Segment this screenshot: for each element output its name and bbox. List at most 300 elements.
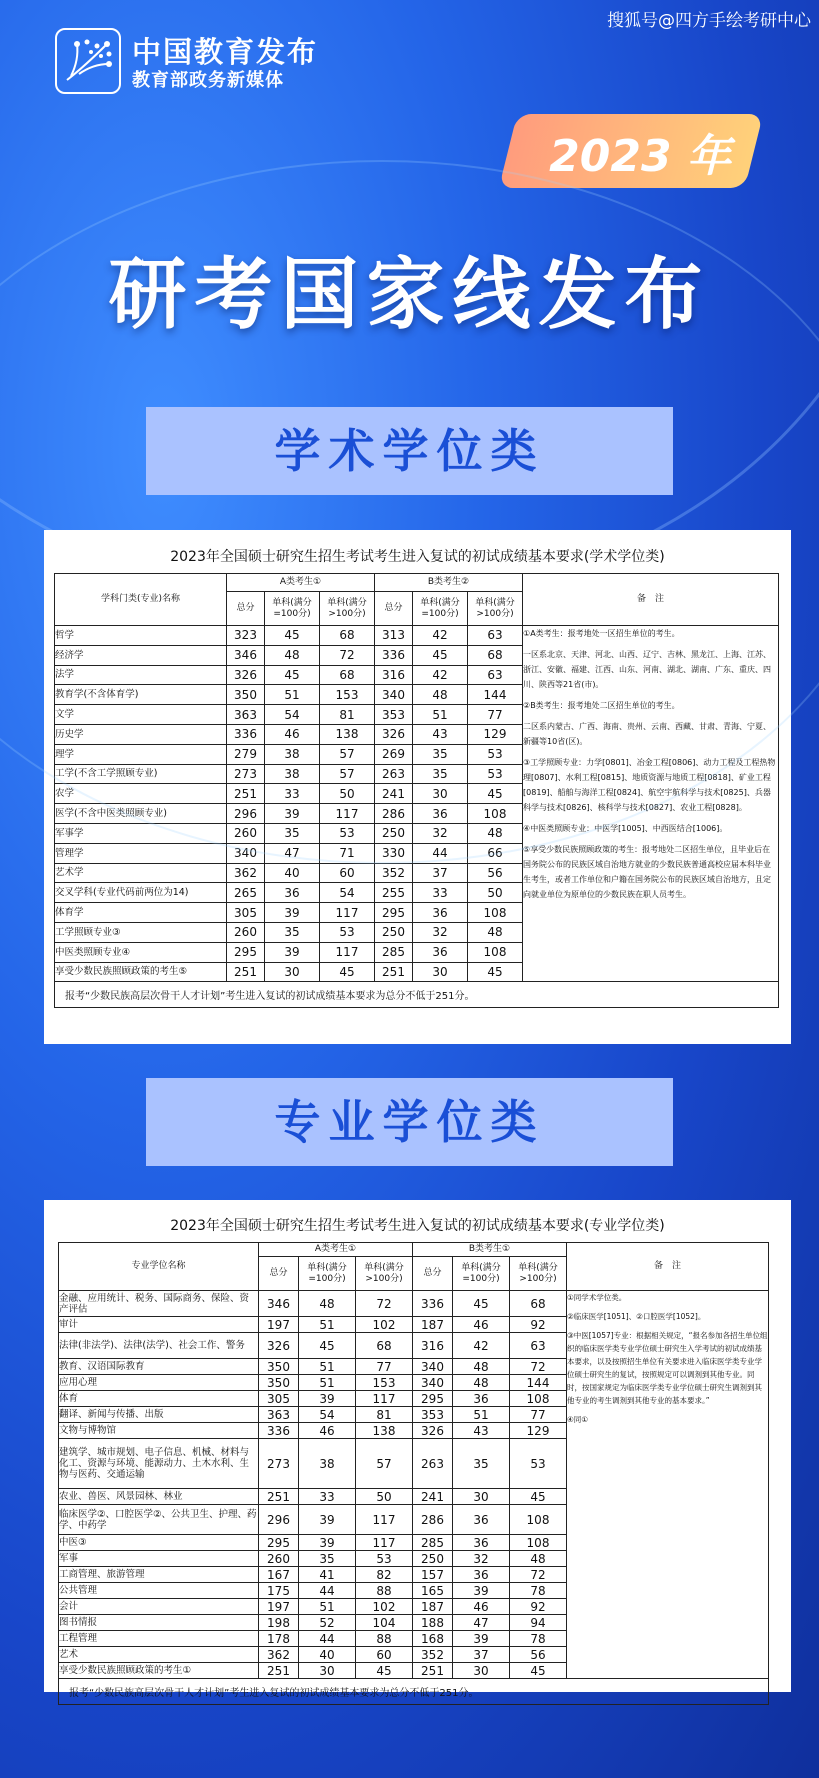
row-name: 应用心理	[59, 1375, 259, 1391]
score-a-single-100: 44	[299, 1583, 356, 1599]
score-a-single-over100: 138	[356, 1423, 413, 1439]
score-b-total: 316	[413, 1333, 453, 1359]
section-label-professional: 专业学位类	[146, 1078, 673, 1166]
score-b-single-100: 46	[453, 1317, 510, 1333]
score-a-total: 296	[227, 804, 265, 824]
score-b-single-100: 30	[413, 784, 468, 804]
score-a-single-100: 41	[299, 1567, 356, 1583]
row-name: 工学(不含工学照顾专业)	[55, 764, 227, 784]
score-a-total: 296	[259, 1505, 299, 1535]
row-name: 军事	[59, 1551, 259, 1567]
professional-table-sheet	[44, 1200, 791, 1699]
source-watermark: 搜狐号@四方手绘考研中心	[607, 11, 811, 31]
row-name: 临床医学②、口腔医学②、公共卫生、护理、药学、中药学	[59, 1505, 259, 1535]
row-name: 军事学	[55, 823, 227, 843]
score-a-single-100: 51	[265, 685, 320, 705]
professional-caption: 2023年全国硕士研究生招生考试考生进入复试的初试成绩基本要求(专业学位类)	[170, 1218, 665, 1234]
score-b-single-100: 35	[413, 764, 468, 784]
footnote-row	[55, 982, 779, 1008]
score-b-single-100: 45	[413, 645, 468, 665]
score-a-single-over100: 57	[320, 744, 375, 764]
table-row	[55, 744, 779, 764]
score-a-single-over100: 153	[320, 685, 375, 705]
score-b-single-100: 36	[453, 1505, 510, 1535]
logo-name: 中国教育发布	[132, 35, 319, 69]
remark-note: 二区系内蒙古、广西、海南、贵州、云南、西藏、甘肃、青海、宁夏、新疆等10省(区)。	[523, 722, 772, 746]
score-a-single-100: 39	[299, 1505, 356, 1535]
score-a-single-over100: 60	[320, 863, 375, 883]
row-name: 文学	[55, 705, 227, 725]
score-b-total: 157	[413, 1567, 453, 1583]
score-b-single-over100: 45	[468, 784, 523, 804]
score-b-single-100: 30	[453, 1663, 510, 1679]
row-name: 艺术学	[55, 863, 227, 883]
row-name: 经济学	[55, 645, 227, 665]
row-name: 医学(不含中医类照顾专业)	[55, 804, 227, 824]
score-a-total: 279	[227, 744, 265, 764]
score-b-single-over100: 129	[468, 724, 523, 744]
column-header-name: 专业学位名称	[59, 1243, 259, 1291]
column-header-total: 总分	[259, 1257, 299, 1291]
score-b-total: 263	[375, 764, 413, 784]
score-b-single-over100: 129	[510, 1423, 567, 1439]
score-a-single-over100: 53	[320, 823, 375, 843]
score-a-single-over100: 71	[320, 843, 375, 863]
remark-note: ②B类考生：报考地处二区招生单位的考生。	[523, 701, 680, 710]
score-b-total: 330	[375, 843, 413, 863]
score-a-single-100: 48	[265, 645, 320, 665]
score-a-single-over100: 81	[320, 705, 375, 725]
score-b-total: 353	[375, 705, 413, 725]
table-row	[55, 705, 779, 725]
remark-note: ③中医[1057]专业：根据相关规定，“报名参加各招生单位组织的临床医学类专业学位硕士研究生入学考试的初试成绩基本要求，以及按照招生单位有关要求进入临床医学类专业学位硕士研究生的复试，按照规定可以调剂到其他专业。同时，按国家规定为临床医学类专业学位硕士研究生调剂到其他专业的考生调剂到其他专业的基本要求。”	[567, 1331, 768, 1405]
score-a-total: 326	[227, 665, 265, 685]
row-name: 公共管理	[59, 1583, 259, 1599]
score-b-single-over100: 66	[468, 843, 523, 863]
score-b-total: 352	[413, 1647, 453, 1663]
table-row	[59, 1291, 769, 1317]
score-a-single-over100: 45	[320, 962, 375, 982]
score-b-single-over100: 68	[510, 1291, 567, 1317]
remark-note: ⑤享受少数民族照顾政策的考生：报考地处二区招生单位，且毕业后在国务院公布的民族区域自治地方就业的少数民族普通高校应届本科毕业生考生，或者工作单位和户籍在国务院公布的民族区域自治地方，且定向就业单位为原单位的少数民族在职人员考生。	[523, 845, 772, 899]
score-a-single-100: 38	[265, 764, 320, 784]
score-b-total: 165	[413, 1583, 453, 1599]
table-row	[55, 764, 779, 784]
score-b-single-100: 42	[413, 626, 468, 646]
score-a-total: 305	[227, 903, 265, 923]
score-b-total: 340	[413, 1375, 453, 1391]
score-a-single-100: 54	[265, 705, 320, 725]
score-b-total: 188	[413, 1615, 453, 1631]
remarks-cell	[523, 626, 779, 982]
score-a-single-100: 33	[265, 784, 320, 804]
score-a-single-over100: 117	[320, 942, 375, 962]
score-b-single-100: 39	[453, 1631, 510, 1647]
score-b-total: 168	[413, 1631, 453, 1647]
professional-score-table	[58, 1242, 769, 1705]
score-b-single-over100: 78	[510, 1583, 567, 1599]
score-a-total: 326	[259, 1333, 299, 1359]
score-a-single-100: 52	[299, 1615, 356, 1631]
score-a-single-100: 51	[299, 1317, 356, 1333]
score-b-single-100: 35	[413, 744, 468, 764]
score-b-single-over100: 50	[468, 883, 523, 903]
score-a-total: 350	[259, 1359, 299, 1375]
score-b-single-over100: 45	[510, 1663, 567, 1679]
score-a-single-100: 54	[299, 1407, 356, 1423]
score-a-total: 362	[259, 1647, 299, 1663]
score-a-total: 251	[259, 1663, 299, 1679]
row-name: 交叉学科(专业代码前两位为14)	[55, 883, 227, 903]
score-b-single-over100: 108	[510, 1505, 567, 1535]
row-name: 金融、应用统计、税务、国际商务、保险、资产评估	[59, 1291, 259, 1317]
score-a-single-100: 38	[265, 744, 320, 764]
column-header-single-over100: 单科(满分>100分)	[468, 592, 523, 626]
score-b-single-over100: 56	[468, 863, 523, 883]
score-a-single-over100: 82	[356, 1567, 413, 1583]
score-a-single-over100: 153	[356, 1375, 413, 1391]
row-name: 教育、汉语国际教育	[59, 1359, 259, 1375]
score-b-single-over100: 108	[468, 942, 523, 962]
score-b-total: 250	[413, 1551, 453, 1567]
column-header-remarks: 备 注	[567, 1243, 769, 1291]
score-a-total: 336	[259, 1423, 299, 1439]
page-title: 研考国家线发布	[108, 250, 711, 340]
score-a-single-over100: 102	[356, 1317, 413, 1333]
score-a-total: 167	[259, 1567, 299, 1583]
column-header-single-over100: 单科(满分>100分)	[510, 1257, 567, 1291]
score-a-single-over100: 77	[356, 1359, 413, 1375]
score-a-single-over100: 68	[320, 665, 375, 685]
score-a-total: 305	[259, 1391, 299, 1407]
score-a-total: 178	[259, 1631, 299, 1647]
score-a-total: 251	[259, 1489, 299, 1505]
column-group-a: A类考生①	[259, 1243, 413, 1257]
row-name: 建筑学、城市规划、电子信息、机械、材料与化工、资源与环境、能源动力、土木水利、生物与医药、交通运输	[59, 1439, 259, 1489]
score-b-single-over100: 63	[510, 1333, 567, 1359]
remark-note: ④中医类照顾专业：中医学[1005]、中西医结合[1006]。	[523, 824, 728, 833]
score-a-single-over100: 50	[356, 1489, 413, 1505]
score-a-single-over100: 72	[356, 1291, 413, 1317]
score-a-single-100: 36	[265, 883, 320, 903]
remarks-cell	[567, 1291, 769, 1679]
score-a-single-over100: 117	[320, 804, 375, 824]
score-b-total: 295	[375, 903, 413, 923]
score-b-single-over100: 77	[468, 705, 523, 725]
row-name: 教育学(不含体育学)	[55, 685, 227, 705]
column-header-total: 总分	[375, 592, 413, 626]
score-a-single-over100: 81	[356, 1407, 413, 1423]
score-a-single-over100: 138	[320, 724, 375, 744]
section-label-academic: 学术学位类	[146, 407, 673, 495]
academic-table-sheet	[44, 530, 791, 1044]
score-a-single-100: 45	[265, 665, 320, 685]
score-a-total: 197	[259, 1317, 299, 1333]
score-a-single-100: 44	[299, 1631, 356, 1647]
row-name: 体育	[59, 1391, 259, 1407]
score-a-total: 336	[227, 724, 265, 744]
score-a-single-over100: 60	[356, 1647, 413, 1663]
remark-note: ①A类考生：报考地处一区招生单位的考生。	[523, 629, 680, 638]
score-b-single-over100: 92	[510, 1599, 567, 1615]
column-group-a: A类考生①	[227, 574, 375, 592]
score-b-total: 340	[375, 685, 413, 705]
score-a-total: 260	[227, 823, 265, 843]
score-b-single-over100: 68	[468, 645, 523, 665]
score-b-total: 285	[413, 1535, 453, 1551]
table-row	[55, 724, 779, 744]
education-emblem-icon	[55, 28, 121, 94]
row-name: 工商管理、旅游管理	[59, 1567, 259, 1583]
score-b-total: 313	[375, 626, 413, 646]
score-a-single-100: 35	[265, 823, 320, 843]
score-a-single-100: 45	[299, 1333, 356, 1359]
score-b-single-100: 32	[453, 1551, 510, 1567]
score-a-single-over100: 53	[356, 1551, 413, 1567]
score-b-single-100: 36	[413, 942, 468, 962]
score-a-total: 265	[227, 883, 265, 903]
score-a-total: 251	[227, 784, 265, 804]
score-b-total: 295	[413, 1391, 453, 1407]
column-header-name: 学科门类(专业)名称	[55, 574, 227, 626]
score-a-total: 175	[259, 1583, 299, 1599]
table-row	[55, 645, 779, 665]
column-group-b: B类考生①	[413, 1243, 567, 1257]
score-b-total: 316	[375, 665, 413, 685]
score-a-total: 362	[227, 863, 265, 883]
score-b-total: 352	[375, 863, 413, 883]
score-b-single-100: 47	[453, 1615, 510, 1631]
score-a-total: 350	[259, 1375, 299, 1391]
score-b-single-over100: 56	[510, 1647, 567, 1663]
score-b-single-100: 44	[413, 843, 468, 863]
score-b-single-over100: 48	[468, 922, 523, 942]
table-row	[55, 685, 779, 705]
footnote: 报考“少数民族高层次骨干人才计划”考生进入复试的初试成绩基本要求为总分不低于251分。	[59, 1679, 769, 1705]
score-b-total: 285	[375, 942, 413, 962]
row-name: 管理学	[55, 843, 227, 863]
score-b-single-over100: 53	[510, 1439, 567, 1489]
score-b-single-100: 43	[453, 1423, 510, 1439]
row-name: 法律(非法学)、法律(法学)、社会工作、警务	[59, 1333, 259, 1359]
row-name: 农业、兽医、风景园林、林业	[59, 1489, 259, 1505]
column-header-single-100: 单科(满分=100分)	[413, 592, 468, 626]
footnote-row	[59, 1679, 769, 1705]
table-row	[55, 626, 779, 646]
score-a-single-100: 38	[299, 1439, 356, 1489]
score-b-total: 263	[413, 1439, 453, 1489]
year-text: 2023 年	[549, 131, 731, 182]
row-name: 中医③	[59, 1535, 259, 1551]
academic-caption: 2023年全国硕士研究生招生考试考生进入复试的初试成绩基本要求(学术学位类)	[170, 549, 665, 565]
score-a-single-100: 39	[265, 942, 320, 962]
score-b-single-100: 36	[453, 1535, 510, 1551]
score-a-total: 295	[227, 942, 265, 962]
score-a-single-100: 39	[265, 903, 320, 923]
score-b-single-over100: 144	[510, 1375, 567, 1391]
row-name: 工学照顾专业③	[55, 922, 227, 942]
score-a-single-100: 39	[265, 804, 320, 824]
score-a-single-over100: 72	[320, 645, 375, 665]
score-b-single-100: 30	[413, 962, 468, 982]
score-a-single-over100: 57	[356, 1439, 413, 1489]
score-a-single-100: 30	[265, 962, 320, 982]
score-b-single-100: 46	[453, 1599, 510, 1615]
row-name: 文物与博物馆	[59, 1423, 259, 1439]
score-b-single-100: 36	[453, 1391, 510, 1407]
row-name: 艺术	[59, 1647, 259, 1663]
score-b-single-over100: 72	[510, 1567, 567, 1583]
score-a-total: 363	[259, 1407, 299, 1423]
score-b-single-100: 37	[453, 1647, 510, 1663]
score-a-single-over100: 54	[320, 883, 375, 903]
score-b-total: 250	[375, 922, 413, 942]
row-name: 工程管理	[59, 1631, 259, 1647]
score-a-single-100: 30	[299, 1663, 356, 1679]
score-a-single-100: 35	[265, 922, 320, 942]
row-name: 体育学	[55, 903, 227, 923]
column-header-single-over100: 单科(满分>100分)	[320, 592, 375, 626]
academic-score-table	[54, 573, 779, 1008]
score-b-total: 340	[413, 1359, 453, 1375]
row-name: 哲学	[55, 626, 227, 646]
score-b-total: 250	[375, 823, 413, 843]
remark-note: 一区系北京、天津、河北、山西、辽宁、吉林、黑龙江、上海、江苏、浙江、安徽、福建、江西、山东、河南、湖北、湖南、广东、重庆、四川、陕西等21省(市)。	[523, 650, 772, 689]
score-b-single-over100: 92	[510, 1317, 567, 1333]
score-b-total: 241	[413, 1489, 453, 1505]
score-a-single-over100: 68	[356, 1333, 413, 1359]
score-a-single-over100: 68	[320, 626, 375, 646]
table-row	[55, 665, 779, 685]
row-name: 享受少数民族照顾政策的考生①	[59, 1663, 259, 1679]
remark-note: ④同①	[567, 1415, 588, 1424]
score-a-single-over100: 57	[320, 764, 375, 784]
score-b-total: 251	[375, 962, 413, 982]
row-name: 会计	[59, 1599, 259, 1615]
score-b-single-over100: 72	[510, 1359, 567, 1375]
row-name: 审计	[59, 1317, 259, 1333]
score-a-single-over100: 45	[356, 1663, 413, 1679]
remark-note: ②临床医学[1051]、②口腔医学[1052]。	[567, 1312, 706, 1321]
column-group-b: B类考生②	[375, 574, 523, 592]
column-header-single-100: 单科(满分=100分)	[453, 1257, 510, 1291]
score-a-single-100: 39	[299, 1391, 356, 1407]
score-b-single-over100: 53	[468, 744, 523, 764]
score-a-single-over100: 117	[320, 903, 375, 923]
score-a-total: 273	[259, 1439, 299, 1489]
score-b-total: 326	[375, 724, 413, 744]
score-b-single-over100: 63	[468, 665, 523, 685]
score-a-single-100: 51	[299, 1375, 356, 1391]
professional-table-body	[59, 1291, 769, 1705]
score-b-single-100: 39	[453, 1583, 510, 1599]
score-a-single-100: 40	[299, 1647, 356, 1663]
score-a-total: 340	[227, 843, 265, 863]
score-a-total: 346	[227, 645, 265, 665]
score-b-single-100: 30	[453, 1489, 510, 1505]
score-b-single-100: 33	[413, 883, 468, 903]
score-a-single-over100: 117	[356, 1391, 413, 1407]
score-b-total: 353	[413, 1407, 453, 1423]
column-header-single-over100: 单科(满分>100分)	[356, 1257, 413, 1291]
score-b-single-100: 45	[453, 1291, 510, 1317]
score-b-single-over100: 53	[468, 764, 523, 784]
row-name: 农学	[55, 784, 227, 804]
row-name: 翻译、新闻与传播、出版	[59, 1407, 259, 1423]
score-a-single-100: 40	[265, 863, 320, 883]
score-a-total: 323	[227, 626, 265, 646]
score-b-single-100: 36	[453, 1567, 510, 1583]
score-a-single-over100: 104	[356, 1615, 413, 1631]
score-a-single-over100: 88	[356, 1583, 413, 1599]
score-a-total: 273	[227, 764, 265, 784]
score-b-single-100: 51	[453, 1407, 510, 1423]
column-header-total: 总分	[227, 592, 265, 626]
score-a-total: 295	[259, 1535, 299, 1551]
score-a-total: 251	[227, 962, 265, 982]
score-b-single-100: 42	[413, 665, 468, 685]
remark-note: ①同学术学位类。	[567, 1293, 627, 1302]
score-a-total: 197	[259, 1599, 299, 1615]
score-a-single-100: 39	[299, 1535, 356, 1551]
score-a-single-100: 47	[265, 843, 320, 863]
score-b-total: 269	[375, 744, 413, 764]
row-name: 理学	[55, 744, 227, 764]
score-b-single-over100: 94	[510, 1615, 567, 1631]
column-header-total: 总分	[413, 1257, 453, 1291]
score-a-single-100: 35	[299, 1551, 356, 1567]
row-name: 法学	[55, 665, 227, 685]
score-a-total: 198	[259, 1615, 299, 1631]
score-b-single-over100: 108	[468, 903, 523, 923]
score-a-single-100: 51	[299, 1359, 356, 1375]
score-b-single-100: 35	[453, 1439, 510, 1489]
score-b-single-over100: 45	[468, 962, 523, 982]
row-name: 中医类照顾专业④	[55, 942, 227, 962]
score-b-total: 241	[375, 784, 413, 804]
score-b-total: 286	[375, 804, 413, 824]
score-a-single-over100: 88	[356, 1631, 413, 1647]
score-a-total: 260	[259, 1551, 299, 1567]
score-b-single-over100: 77	[510, 1407, 567, 1423]
score-b-total: 251	[413, 1663, 453, 1679]
score-a-single-100: 51	[299, 1599, 356, 1615]
logo-subtitle: 教育部政务新媒体	[132, 70, 284, 91]
score-a-single-100: 48	[299, 1291, 356, 1317]
score-b-single-over100: 108	[510, 1391, 567, 1407]
score-a-single-100: 46	[299, 1423, 356, 1439]
score-b-single-100: 51	[413, 705, 468, 725]
score-b-single-100: 32	[413, 823, 468, 843]
score-b-single-over100: 78	[510, 1631, 567, 1647]
score-a-single-over100: 102	[356, 1599, 413, 1615]
score-b-total: 255	[375, 883, 413, 903]
score-b-total: 326	[413, 1423, 453, 1439]
column-header-single-100: 单科(满分=100分)	[265, 592, 320, 626]
score-b-total: 187	[413, 1599, 453, 1615]
score-a-single-over100: 117	[356, 1505, 413, 1535]
score-b-single-100: 32	[413, 922, 468, 942]
column-header-remarks: 备 注	[523, 574, 779, 626]
score-a-single-over100: 117	[356, 1535, 413, 1551]
score-b-single-100: 48	[413, 685, 468, 705]
remark-note: ③工学照顾专业：力学[0801]、冶金工程[0806]、动力工程及工程热物理[0807]、水利工程[0815]、地质资源与地质工程[0818]、矿业工程[0819]、船舶与海洋工程[0824]、航空宇航科学与技术[0825]、兵器科学与技术[0826]、核科学与技术[0827]、农业工程[0828]。	[523, 758, 776, 812]
score-b-single-over100: 48	[510, 1551, 567, 1567]
score-a-single-over100: 50	[320, 784, 375, 804]
row-name: 历史学	[55, 724, 227, 744]
score-a-total: 260	[227, 922, 265, 942]
column-header-single-100: 单科(满分=100分)	[299, 1257, 356, 1291]
